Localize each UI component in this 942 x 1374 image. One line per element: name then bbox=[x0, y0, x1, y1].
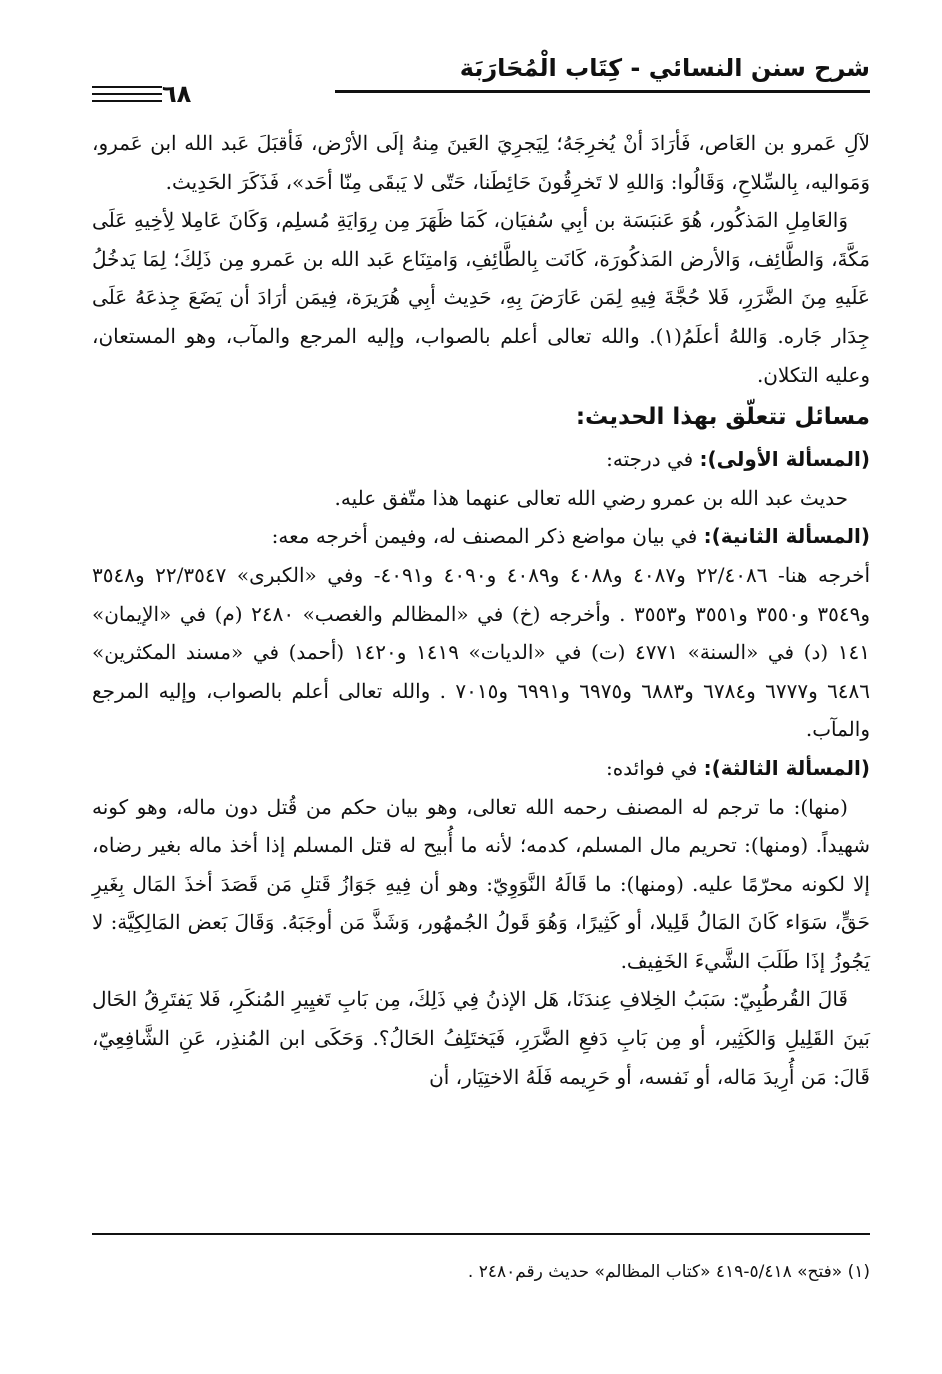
header-rule bbox=[335, 90, 870, 93]
issue-two-title: في بيان مواضع ذكر المصنف له، وفيمن أخرجه معه: bbox=[271, 524, 704, 549]
page-header bbox=[92, 50, 870, 110]
issue-two-label: (المسألة الثانية): bbox=[703, 524, 870, 549]
issue-three-label: (المسألة الثالثة): bbox=[703, 755, 870, 780]
footnote: (١) «فتح» ٥/٤١٨-٤١٩ «كتاب المظالم» حديث رقم٢٤٨٠ . bbox=[467, 1262, 870, 1282]
issue-three-text: (منها): ما ترجم له المصنف رحمه الله تعالى، وهو بيان حكم من قُتل دون ماله، وهو كونه شهيداً. (ومنها): تحريم مال المسلم، كدمه؛ لأنه ما أُبيح له قتل المسلم إذا أخذ ماله بغير رضاه، إلا لكونه محرّمًا عليه. (ومنها): ما قَالَهُ النَّوَوِيّ: وهو أن فِيهِ جَوَازُ قَتلِ مَن قَصَدَ أخذَ المَال بِغَيرِ حَقٍّ، سَوَاء كَانَ المَالُ قَلِيلا، أو كَثِيرًا، وَهُوَ قَولُ الجُمهُور، وَشَذَّ مَن أوجَبَهُ. وَقَالَ بَعض المَالِكِيَّة: لا يَجُوزُ إذَا طَلَبَ الشَّيءَ الخَفِيف. bbox=[92, 794, 870, 973]
page-number: ٦٨ bbox=[162, 80, 192, 108]
issue-one-label: (المسألة الأولى): bbox=[699, 447, 870, 472]
issue-two-text: أخرجه هنا- ٢٢/٤٠٨٦ و٤٠٨٧ و٤٠٨٨ و٤٠٨٩ و٤٠٩٠ و٤٠٩١- وفي «الكبرى» ٢٢/٣٥٤٧ و٣٥٤٨ و٣٥٤٩ و٣٥٥٠ و٣٥٥١ و٣٥٥٣ . وأخرجه (خ) في «المظالم والغصب» ٢٤٨٠ (م) في «الإيمان» ١٤١ (د) في «السنة» ٤٧٧١ (ت) في «الديات» ١٤١٩ و١٤٢٠ (أحمد) في «مسند المكثرين» ٦٤٨٦ و٦٧٧٧ و٦٧٨٤ و٦٨٨٣ و٦٩٧٥ و٦٩٩١ و٧٠١٥ . والله تعالى أعلم بالصواب، وإليه المرجع والمآب. bbox=[92, 562, 871, 742]
page-number-rule-bottom bbox=[92, 100, 162, 102]
issue-two bbox=[92, 517, 870, 556]
page-number-rule-top bbox=[92, 86, 162, 88]
issue-three bbox=[92, 749, 870, 788]
issue-three-title: في فوائده: bbox=[605, 755, 704, 780]
footnote-separator bbox=[92, 1233, 870, 1235]
issue-one-text: حديث عبد الله بن عمرو رضي الله تعالى عنهما هذا متّفق عليه. bbox=[334, 485, 848, 510]
paragraph-commentary: وَالعَامِلِ المَذكُور، هُوَ عَنبَسَة بن أبِي سُفيَان، كَمَا ظَهَرَ مِن رِوَايَةِ مُسلِم، وَكَانَ عَامِلا لِأخِيهِ عَلَى مَكَّةَ، وَالطَّائِف، وَالأرض المَذكُورَة، كَانَت بِالطَّائِفِ، وَامتِنَاع عَبد الله بن عَمرو مِن ذَلِكَ؛ لِمَا يَدخُلُ عَلَيهِ مِنَ الضَّرَرِ، فَلا حُجَّةَ فِيهِ لِمَن عَارَضَ بِهِ، حَدِيث أبِي هُرَيرَة، فِيمَن أرَادَ أن يَضَعَ جِذعَهُ عَلَى جِدَار جَاره. وَاللهُ أعلَمُ(١). والله تعالى أعلم بالصواب، وإليه المرجع والمآب، وهو المستعان، وعليه التكلان. bbox=[92, 208, 870, 387]
paragraph-qurtubi: قَالَ القُرطُبِيّ: سَبَبُ الخِلافِ عِندَنَا، هَل الإذنُ فِي ذَلِكَ، مِن بَابِ تَغيِيرِ المُنكَرِ، فَلا يَفتَرِقُ الحَال بَينَ القَلِيلِ وَالكَثِير، أو مِن بَابِ دَفعِ الضَّرَرِ، فَيَختَلِفُ الحَالُ؟. وَحَكَى ابن المُنذِر، عَنِ الشَّافِعِيّ، قَالَ: مَن أُرِيدَ مَاله، أو نَفسه، أو حَرِيمه فَلَهُ الاختِيَار، أن bbox=[92, 987, 870, 1089]
page-number-rule-mid bbox=[92, 93, 162, 95]
issue-one-title: في درجته: bbox=[606, 447, 700, 472]
section-heading: مسائل تتعلّق بهذا الحديث: bbox=[575, 404, 870, 431]
paragraph-hadith-end: لآلِ عَمرو بن العَاص، فَأرَادَ أنْ يُخرِجَهُ؛ لِيَجرِيَ العَينَ مِنهُ إلَى الأرْض، فَأقبَلَ عَبد الله ابن عَمرو، وَمَواليه، بِالسِّلاحِ، وَقَالُوا: وَاللهِ لا تَخرِقُونَ حَائِطَنا، حَتّى لا يَبقَى مِنّا أحَد»، فَذَكَرَ الحَدِيث. bbox=[92, 131, 870, 194]
running-title: شرح سنن النسائي - كِتَاب الْمُحَارَبَة bbox=[459, 54, 870, 82]
main-text bbox=[92, 124, 870, 1096]
issue-one bbox=[92, 440, 870, 479]
